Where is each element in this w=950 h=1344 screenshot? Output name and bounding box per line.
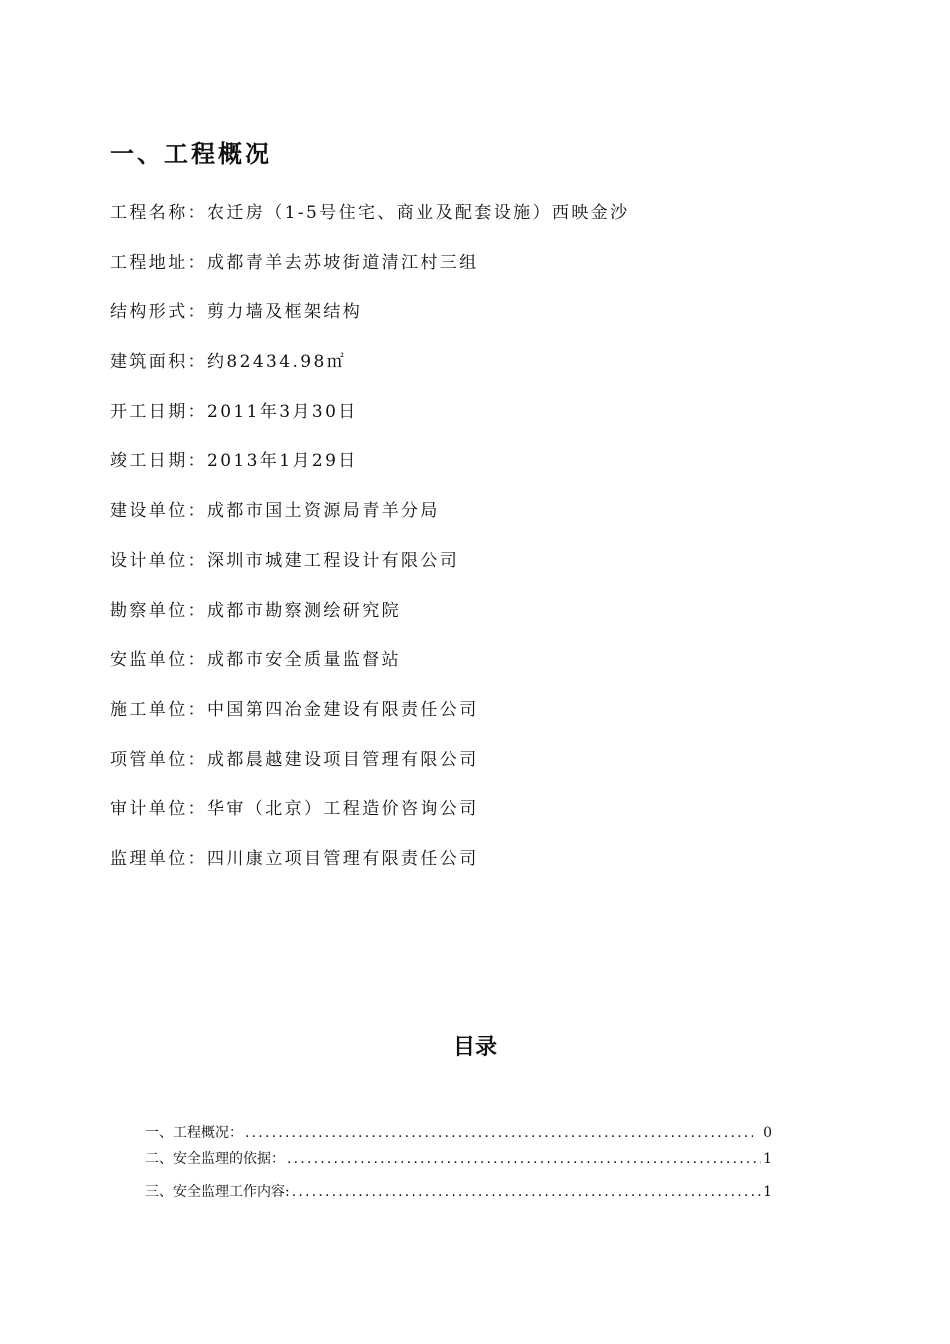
toc-entry-safety-basis[interactable] (145, 1149, 772, 1169)
info-label: 工程地址： (110, 252, 207, 273)
info-label: 建设单位： (110, 501, 207, 522)
info-row-completion-date (110, 446, 630, 496)
info-label: 项管单位： (110, 749, 207, 770)
toc-entry-label: 一、工程概况： (145, 1125, 243, 1141)
info-row-building-area (110, 347, 630, 397)
toc-leader-dots (292, 1182, 761, 1202)
info-value: 成都市国土资源局青羊分局 (207, 501, 440, 522)
info-value: 成都晨越建设项目管理有限公司 (207, 749, 479, 770)
info-label: 监理单位： (110, 848, 207, 869)
toc-title: 目录 (452, 1035, 497, 1060)
info-row-owner-unit (110, 496, 630, 546)
info-label: 施工单位： (110, 699, 207, 720)
info-row-audit-unit (110, 794, 630, 844)
toc-entry-page: 0 (763, 1125, 772, 1141)
info-label: 开工日期： (110, 401, 207, 422)
info-value: 四川康立项目管理有限责任公司 (207, 848, 479, 869)
info-value: 中国第四冶金建设有限责任公司 (207, 699, 479, 720)
info-value: 剪力墙及框架结构 (207, 302, 363, 323)
toc-entry-project-overview[interactable] (145, 1123, 772, 1143)
info-value: 2013年1月29日 (207, 451, 358, 472)
info-row-safety-supervision-unit (110, 645, 630, 695)
info-value: 成都青羊去苏坡街道清江村三组 (207, 252, 479, 273)
info-value: 农迁房（1-5号住宅、商业及配套设施）西映金沙 (207, 203, 630, 223)
info-row-start-date (110, 397, 630, 447)
info-value: 深圳市城建工程设计有限公司 (207, 550, 460, 571)
section-title: 一、工程概况 (110, 140, 272, 168)
info-label: 竣工日期： (110, 451, 207, 472)
info-label: 安监单位： (110, 650, 207, 671)
info-row-supervision-unit (110, 844, 630, 894)
toc-leader-dots (245, 1123, 753, 1143)
toc-entry-page: 1 (763, 1151, 772, 1167)
info-value: 成都市安全质量监督站 (207, 650, 401, 671)
info-label: 建筑面积： (110, 352, 207, 373)
info-row-project-name (110, 198, 630, 248)
info-label: 结构形式： (110, 302, 207, 323)
info-value: 华审（北京）工程造价咨询公司 (207, 799, 479, 820)
info-value: 成都市勘察测绘研究院 (207, 600, 401, 621)
info-row-design-unit (110, 546, 630, 596)
info-row-structure-type (110, 297, 630, 347)
info-label: 设计单位： (110, 550, 207, 571)
info-row-project-management-unit (110, 745, 630, 795)
info-row-construction-unit (110, 695, 630, 745)
toc-entry-safety-work-content[interactable] (145, 1182, 772, 1202)
info-row-project-address (110, 248, 630, 298)
toc-entry-page: 1 (763, 1184, 772, 1200)
project-info-list (110, 198, 630, 894)
info-label: 审计单位： (110, 799, 207, 820)
toc-leader-dots (287, 1149, 761, 1169)
toc-entry-label: 二、安全监理的依据： (145, 1151, 285, 1167)
info-value: 2011年3月30日 (207, 401, 358, 422)
toc-entry-label: 三、安全监理工作内容: (145, 1184, 290, 1200)
info-value: 约82434.98㎡ (207, 352, 347, 373)
info-row-survey-unit (110, 596, 630, 646)
info-label: 勘察单位： (110, 600, 207, 621)
info-label: 工程名称： (110, 203, 207, 223)
